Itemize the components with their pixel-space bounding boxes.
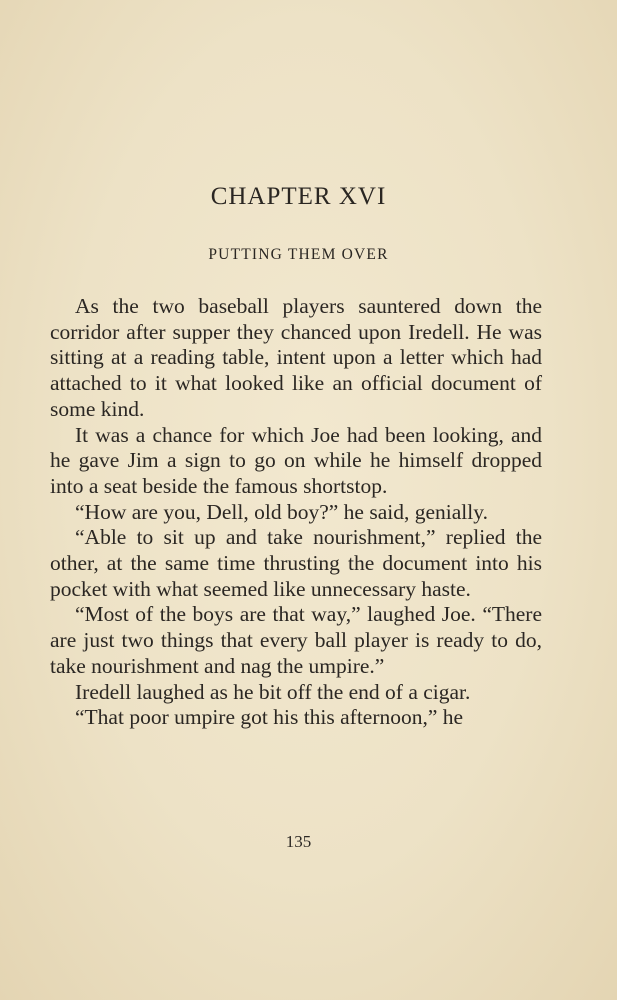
chapter-title: CHAPTER XVI	[210, 183, 387, 210]
page-number: 135	[285, 832, 312, 851]
body-text	[50, 294, 542, 731]
paragraph: As the two baseball players sauntered down the corridor after supper they chanced upon Iredell. He was sitting at a reading table, intent upon a letter which had attached to it what looked like an official document of some kind.	[50, 294, 542, 421]
paragraph: “Able to sit up and take nourishment,” replied the other, at the same time thrusting the document into his pocket with what seemed like unnecessary haste.	[50, 525, 542, 601]
paragraph: It was a chance for which Joe had been looking, and he gave Jim a sign to go on while he himself dropped into a seat beside the famous shortstop.	[50, 422, 542, 498]
paragraph: “How are you, Dell, old boy?” he said, genially.	[75, 499, 488, 524]
chapter-subtitle: PUTTING THEM OVER	[208, 246, 389, 263]
paragraph: “That poor umpire got his this afternoon,” he	[75, 705, 464, 730]
paragraph: Iredell laughed as he bit off the end of a cigar.	[75, 679, 471, 704]
paragraph: “Most of the boys are that way,” laughed Joe. “There are just two things that every ball player is ready to do, take nourishment and nag the umpire.”	[50, 602, 542, 678]
